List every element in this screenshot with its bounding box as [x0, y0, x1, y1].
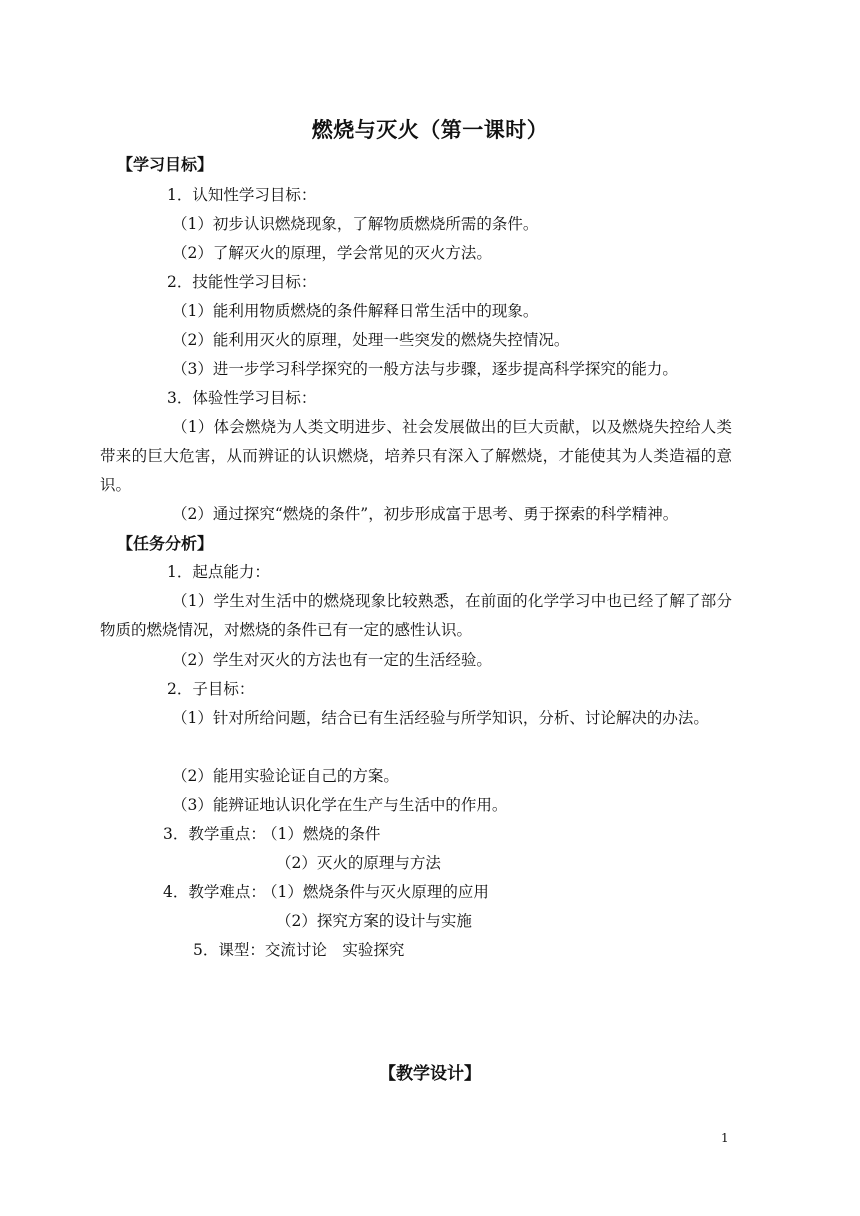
skill-objective-item: （1）能利用物质燃烧的条件解释日常生活中的现象。: [172, 302, 539, 320]
design-heading: 【教学设计】: [379, 1064, 481, 1084]
difficulty-item: （1）燃烧条件与灭火原理的应用: [262, 883, 489, 901]
difficulties-label: 4．教学难点：: [163, 883, 266, 901]
starting-ability-item: （2）学生对灭火的方法也有一定的生活经验。: [172, 651, 492, 669]
cognitive-objective-item: （2）了解灭火的原理，学会常见的灭火方法。: [172, 244, 492, 262]
sub-goal-item: （3）能辨证地认识化学在生产与生活中的作用。: [172, 796, 508, 814]
skill-objective-item: （2）能利用灭火的原理，处理一些突发的燃烧失控情况。: [172, 331, 570, 349]
key-point-item: （1）燃烧的条件: [262, 825, 381, 843]
cognitive-objectives-label: 1．认知性学习目标：: [167, 186, 317, 204]
experience-objectives-label: 3．体验性学习目标：: [167, 389, 317, 407]
sub-goal-item: （1）针对所给问题，结合已有生活经验与所学知识，分析、讨论解决的办法。: [172, 709, 709, 727]
key-point-item: （2）灭火的原理与方法: [276, 854, 441, 872]
document-title: 燃烧与灭火（第一课时）: [311, 118, 549, 142]
skill-objective-item: （3）进一步学习科学探究的一般方法与步骤，逐步提高科学探究的能力。: [172, 360, 678, 378]
page-number: 1: [721, 1131, 729, 1145]
difficulty-item: （2）探究方案的设计与实施: [276, 912, 472, 930]
cognitive-objective-item: （1）初步认识燃烧现象，了解物质燃烧所需的条件。: [172, 215, 539, 233]
sub-goal-item: （2）能用实验论证自己的方案。: [172, 767, 399, 785]
starting-ability-label: 1．起点能力：: [167, 563, 270, 581]
skill-objectives-label: 2．技能性学习目标：: [167, 273, 317, 291]
sub-goals-label: 2．子目标：: [167, 680, 255, 698]
key-points-label: 3．教学重点：: [163, 825, 266, 843]
lesson-type: 5．课型：交流讨论 实验探究: [193, 941, 405, 959]
section-heading-objectives: 【学习目标】: [117, 155, 214, 174]
experience-objective-item: （2）通过探究“燃烧的条件”，初步形成富于思考、勇于探索的科学精神。: [172, 505, 679, 523]
section-heading-analysis: 【任务分析】: [117, 534, 214, 553]
experience-objective-item: （1）体会燃烧为人类文明进步、社会发展做出的巨大贡献，以及燃烧失控给人类带来的巨大危害，从而辨证的认识燃烧，培养只有深入了解燃烧，才能使其为人类造福的意识。: [100, 418, 732, 494]
starting-ability-item: （1）学生对生活中的燃烧现象比较熟悉，在前面的化学学习中也已经了解了部分物质的燃烧情况，对燃烧的条件已有一定的感性认识。: [100, 592, 732, 639]
